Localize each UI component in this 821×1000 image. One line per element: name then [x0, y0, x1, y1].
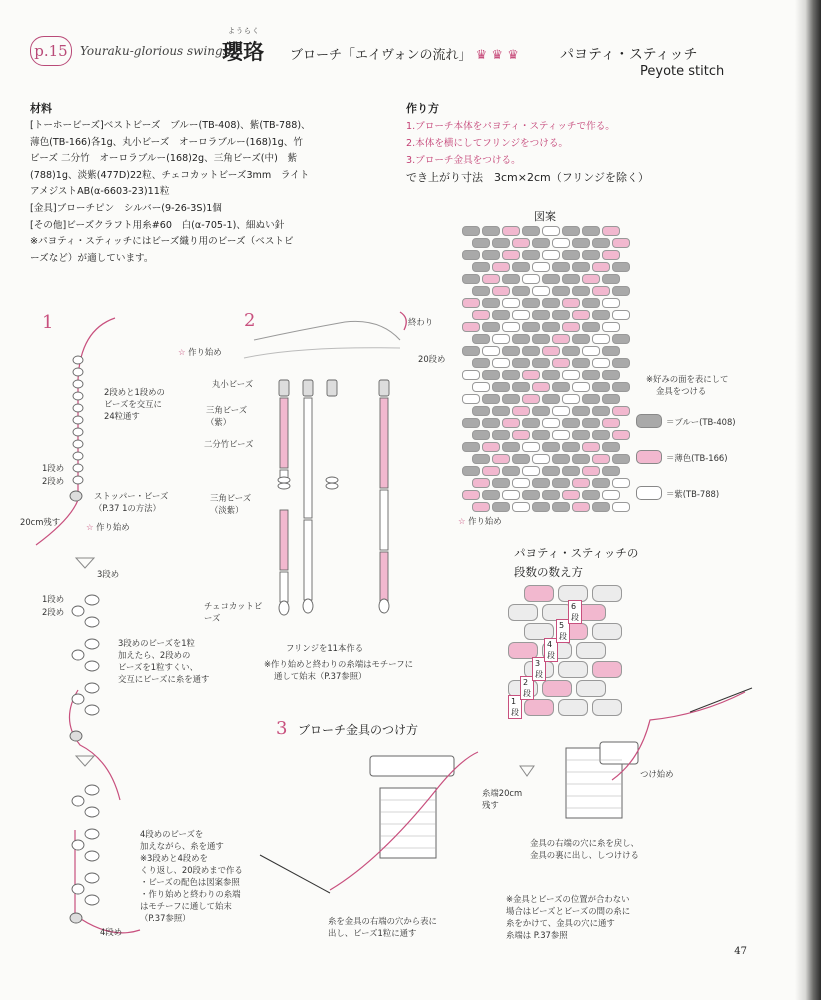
- note-line: ビーズを1粒すくい、: [118, 662, 198, 672]
- note-line: 4段めのビーズを: [140, 829, 204, 839]
- note-line: ・作り始めと終わりの糸端: [140, 889, 241, 899]
- materials-line: ビーズ 二分竹 オーロラブルー(168)2g、三角ビーズ(中) 紫: [30, 153, 298, 165]
- counting-row-label: 5段: [556, 619, 570, 643]
- note-line: 交互にビーズに糸を通す: [118, 674, 210, 684]
- note-line: 糸端は P.37参照: [506, 930, 568, 940]
- row-2-label: 2段め: [42, 476, 65, 486]
- materials-line: 薄色(TB-166)各1g、丸小ビーズ オーロラブルー(168)1g、竹: [30, 136, 303, 148]
- note-line: ※好みの面を表にして: [646, 374, 729, 384]
- materials-line: [金具]ブローチピン シルバー(9-26-3S)1個: [30, 202, 222, 214]
- page-number: 47: [734, 946, 747, 957]
- method-step: 1.ブローチ本体をパヨティ・スティッチで作る。: [406, 121, 615, 132]
- counting-row-label: 1段: [508, 695, 522, 719]
- note-line: 加えたら、2段めの: [118, 650, 191, 660]
- subtitle-en: Youraku-glorious swings: [80, 44, 229, 58]
- materials-line: ーズなど）が適しています。: [30, 252, 154, 264]
- diagram-3-note-b: [328, 915, 437, 939]
- row-20-label: 20段め: [418, 354, 446, 364]
- counting-row-label: 6段: [568, 600, 582, 624]
- leave-line: 残す: [482, 800, 499, 810]
- pattern-title: 図案: [534, 210, 556, 223]
- materials-line: [その他]ビーズクラフト用糸#60 白(α-705-1)、細ぬい針: [30, 219, 285, 231]
- diagram-3-number: 3: [276, 718, 288, 739]
- note-line: ※作り始めと終わりの糸端はモチーフに: [264, 659, 413, 669]
- materials-heading: 材料: [30, 102, 52, 115]
- note-line: 場合はビーズとビーズの間の糸に: [506, 906, 631, 916]
- note-line: ・ビーズの配色は図案参照: [140, 877, 240, 887]
- bead-label-czech: チェコカットビーズ: [204, 601, 263, 623]
- note-line: 糸を金具の右端の穴から表に: [328, 916, 437, 926]
- diagram-3-note-a: [530, 837, 639, 861]
- start-text: 作り始め: [96, 522, 130, 532]
- page-tag: p.15: [30, 36, 72, 66]
- legend-label-pink: ＝薄色(TB-166): [666, 453, 728, 463]
- leave-20cm-label-3: [482, 787, 522, 811]
- fringe-label: フリンジを11本作る: [286, 643, 364, 653]
- brooch-name-text: ブローチ「エイヴォンの流れ」: [290, 48, 472, 63]
- materials-line: ※パヨティ・スティッチにはビーズ織り用のビーズ（ベストビ: [30, 236, 294, 248]
- note-line: 24粒通す: [104, 411, 140, 421]
- counting-row-label: 4段: [544, 638, 558, 662]
- diagram-2-number: 2: [244, 310, 256, 331]
- materials-line: (788)1g、淡紫(477D)22粒、チェコカットビーズ3mm ライト: [30, 169, 310, 181]
- start-label-1: ☆ 作り始め: [86, 522, 130, 532]
- note-line: 金具をつける: [656, 386, 707, 396]
- method-heading: 作り方: [406, 102, 439, 115]
- note-line: 出し、ビーズ1粒に通す: [328, 928, 417, 938]
- diagram-1-number: 1: [42, 312, 54, 333]
- note-line: 糸をかけて、金具の穴に通す: [506, 918, 615, 928]
- diagram-3-title: ブローチ金具のつけ方: [298, 723, 419, 737]
- bead-label-maru: 丸小ビーズ: [212, 379, 254, 389]
- note-line: 加えながら、糸を通す: [140, 841, 224, 851]
- bead-label-bugle: 二分竹ビーズ: [204, 439, 254, 449]
- row-1-label-b: 1段め: [42, 594, 65, 604]
- leave-line: 糸端20cm: [482, 788, 523, 798]
- legend-label-purple: ＝紫(TB-788): [666, 489, 720, 499]
- note-line: 2段めと1段めの: [104, 387, 165, 397]
- bead-label-triangle-purple: 三角ビーズ（紫）: [206, 405, 248, 427]
- counting-row-label: 2段: [520, 676, 534, 700]
- leave-20cm-label: 20cm残す: [20, 517, 61, 527]
- start-text: 作り始め: [188, 347, 222, 357]
- method-step: 3.ブローチ金具をつける。: [406, 155, 521, 166]
- note-line: 通して始末（P.37参照）: [274, 671, 367, 681]
- attach-start-label: つけ始め: [640, 769, 674, 779]
- page-title: 瓔珞: [222, 39, 264, 64]
- note-line: 3段めのビーズを1粒: [118, 638, 195, 648]
- stitch-name-en: Peyote stitch: [640, 64, 725, 79]
- note-line: 金具の右端の穴に糸を戻し、: [530, 838, 639, 848]
- materials-line: アメジストAB(α-6603-23)11粒: [30, 186, 170, 198]
- note-line: （P.37参照）: [140, 913, 191, 923]
- note-line: くり返し、20段めまで作る: [140, 865, 243, 875]
- start-label-3: ☆ 作り始め: [458, 516, 502, 526]
- note-line: はモチーフに通して始末: [140, 901, 232, 911]
- legend-label-blue: ＝ブルー(TB-408): [666, 417, 736, 427]
- start-label-2: ☆ 作り始め: [178, 347, 222, 357]
- bead-label-triangle-lightpurple: 三角ビーズ（淡紫）: [210, 493, 252, 515]
- stopper-line: ストッパー・ビーズ: [94, 491, 169, 501]
- stitch-name-jp: パヨティ・スティッチ: [560, 47, 698, 63]
- counting-row-label: 3段: [532, 657, 546, 681]
- note-line: ビーズを交互に: [104, 399, 162, 409]
- start-text: 作り始め: [468, 516, 502, 526]
- method-step: 2.本体を横にしてフリンジをつける。: [406, 138, 569, 149]
- row-2-label-b: 2段め: [42, 607, 65, 617]
- materials-line: [トーホービーズ]ベストビーズ ブルー(TB-408)、紫(TB-788)、: [30, 120, 311, 131]
- row-1-label: 1段め: [42, 463, 65, 473]
- end-label: 終わり: [408, 317, 434, 327]
- title-ruby: ようらく: [228, 27, 260, 35]
- note-line: ※金具とビーズの位置が合わない: [506, 894, 630, 904]
- diagram-3-note-c: [506, 893, 630, 941]
- finished-size: でき上がり寸法 3cm×2cm（フリンジを除く）: [406, 171, 650, 184]
- counting-title-line: パヨティ・スティッチの: [514, 546, 639, 560]
- note-line: 金具の裏に出し、しつけける: [530, 850, 639, 860]
- crown-icons: ♛ ♛ ♛: [475, 48, 519, 63]
- note-line: ※3段めと4段めを: [140, 853, 208, 863]
- stopper-line: （P.37 1の方法）: [94, 503, 161, 513]
- row-4-label: 4段め: [100, 927, 123, 937]
- row-3-label: 3段め: [97, 569, 120, 579]
- counting-title-line: 段数の数え方: [514, 565, 583, 579]
